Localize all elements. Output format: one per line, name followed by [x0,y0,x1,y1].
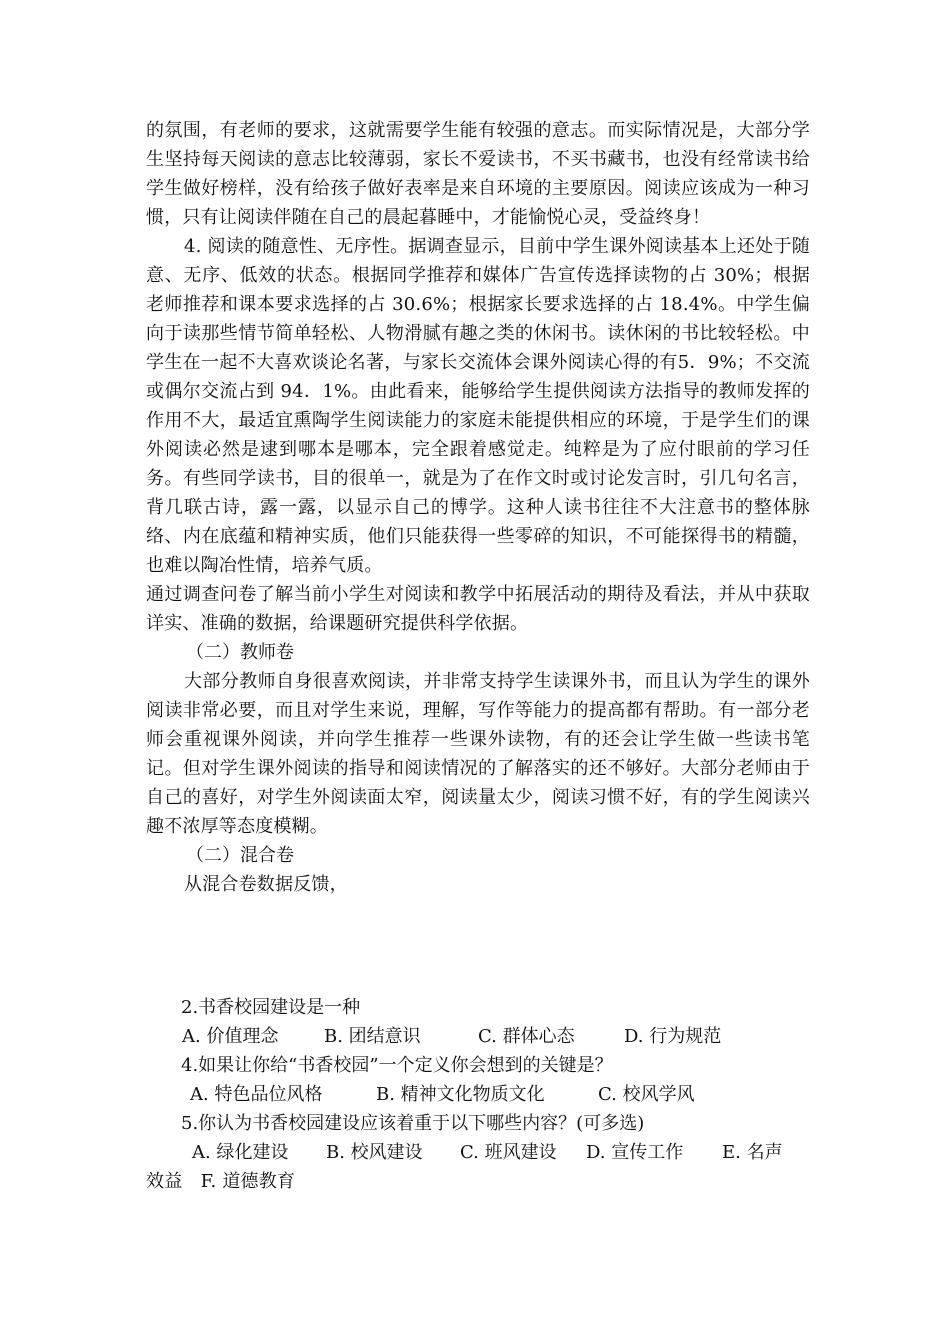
question-5-options [192,1138,810,1167]
option: C. 班风建设 [460,1142,557,1163]
section-heading-mixed: （二）混合卷 [186,845,294,866]
option: B. 精神文化物质文化 [376,1084,545,1105]
question-4-title: 4.如果让你给“书香校园”一个定义你会想到的关键是？ [181,1055,613,1076]
option: A. 特色品位风格 [190,1084,323,1105]
option: D. 行为规范 [624,1026,722,1047]
question-4-options [190,1080,810,1109]
option: C. 群体心态 [478,1026,575,1047]
section-heading-teacher: （二）教师卷 [186,642,294,663]
option: B. 团结意识 [324,1026,421,1047]
question-5-options-continued: 效益 F. 道德教育 [146,1171,296,1192]
question-2-title: 2.书香校园建设是一种 [181,997,361,1018]
option: D. 宣传工作 [586,1142,684,1163]
paragraph-reading-will: 的氛围，有老师的要求，这就需要学生能有较强的意志。而实际情况是，大部分学生坚持每天阅读的意志比较薄弱，家长不爱读书，不买书藏书，也没有经常读书给学生做好榜样，没有给孩子做好表率是来自环境的主要原因。阅读应该成为一种习惯，只有让阅读伴随在自己的晨起暮睡中，才能愉悦心灵，受益终身！ [146,120,810,228]
paragraph-survey-purpose: 通过调查问卷了解当前小学生对阅读和教学中拓展活动的期待及看法，并从中获取详实、准确的数据，给课题研究提供科学依据。 [146,584,810,634]
question-2-options [182,1022,810,1051]
paragraph-teacher-survey: 大部分教师自身很喜欢阅读，并非常支持学生读课外书，而且认为学生的课外阅读非常必要，而且对学生来说，理解，写作等能力的提高都有帮助。有一部分老师会重视课外阅读，并向学生推荐一些课外读物，有的还会让学生做一些读书笔记。但对学生课外阅读的指导和阅读情况的了解落实的还不够好。大部分老师由于自己的喜好，对学生外阅读面太窄，阅读量太少，阅读习惯不好，有的学生阅读兴趣不浓厚等态度模糊。 [146,671,810,837]
option: C. 校风学风 [598,1084,695,1105]
option: A. 价值理念 [182,1026,279,1047]
document-page [146,116,810,1196]
blank-space [146,899,810,993]
paragraph-reading-randomness: 4. 阅读的随意性、无序性。据调查显示，目前中学生课外阅读基本上还处于随意、无序、低效的状态。根据同学推荐和媒体广告宣传选择读物的占 30%；根据老师推荐和课本要求选择的占 30.6%；根据家长要求选择的占 18.4%。中学生偏向于读那些情节简单轻松、人物滑腻有趣之类的休闲书。读休闲的书比较轻松。中学生在一起不大喜欢谈论名著，与家长交流体会课外阅读心得的有5．9%；不交流或偶尔交流占到 94．1%。由此看来，能够给学生提供阅读方法指导的教师发挥的作用不大，最适宜熏陶学生阅读能力的家庭未能提供相应的环境，于是学生们的课外阅读必然是逮到哪本是哪本，完全跟着感觉走。纯粹是为了应付眼前的学习任务。有些同学读书，目的很单一，就是为了在作文时或讨论发言时，引几句名言，背几联古诗，露一露，以显示自己的博学。这种人读书往往不大注意书的整体脉络、内在底蕴和精神实质，他们只能获得一些零碎的知识，不可能探得书的精髓，也难以陶冶性情，培养气质。 [146,236,810,576]
option: A. 绿化建设 [192,1142,289,1163]
question-5-title: 5.你认为书香校园建设应该着重于以下哪些内容？(可多选) [181,1113,645,1134]
option: E. 名声 [722,1142,783,1163]
option: B. 校风建设 [326,1142,423,1163]
paragraph-mixed-feedback: 从混合卷数据反馈， [184,874,348,895]
